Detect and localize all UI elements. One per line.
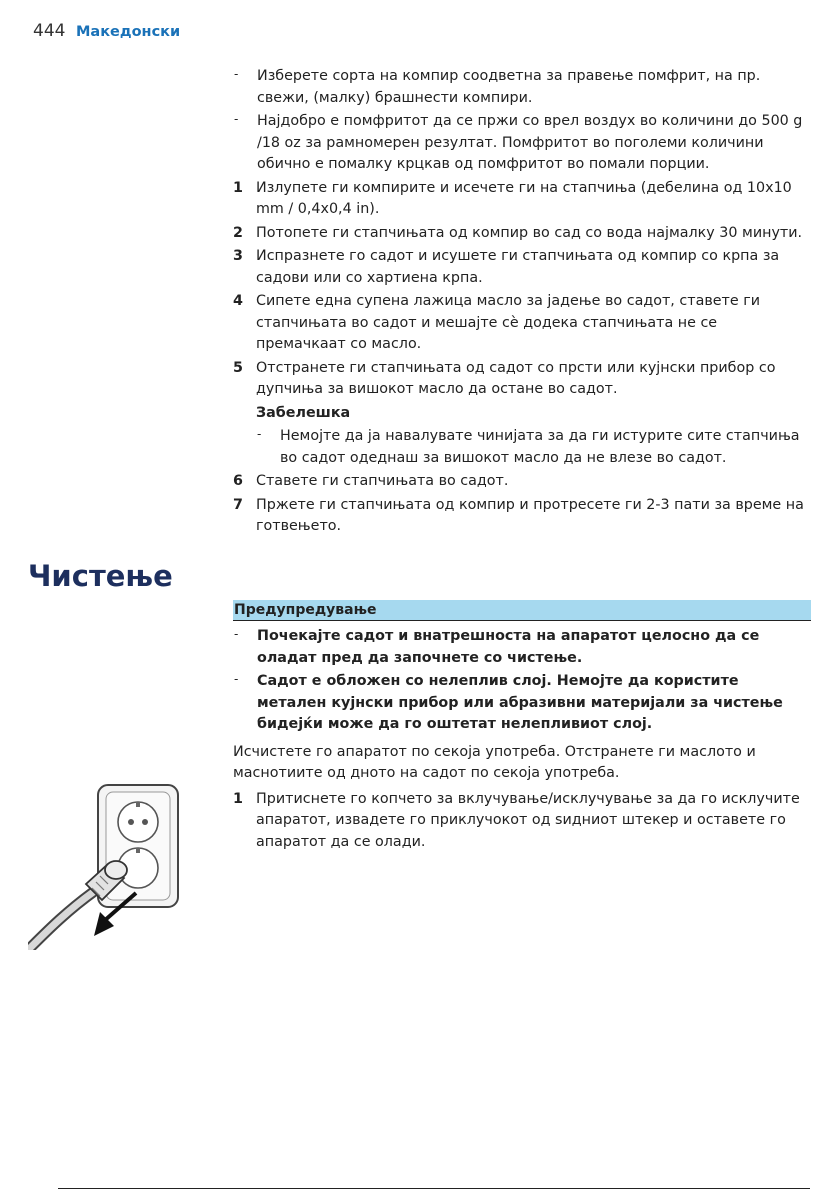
step-item [233,246,811,289]
step-number: 1 [233,790,243,807]
warning-text: Почекајте садот и внатрешноста на апаратот целосно да се оладат пред да започнете со чистење. [257,628,760,666]
step-item [233,358,811,401]
step-item [233,223,811,245]
step-number: 1 [233,179,243,196]
footer-rule [58,1188,810,1189]
cleaning-paragraph: Исчистете го апаратот по секоја употреба. Отстранете ги маслото и маснотиите од дното на садот по секоја употреба. [233,743,756,781]
list-item [233,111,811,176]
cleaning-block [233,600,811,855]
bullet-text: Изберете сорта на компир соодветна за правење помфрит, на пр. свежи, (малку) брашнести компири. [257,68,761,106]
warning-text: Садот е обложен со нелеплив слој. Немојте да користите метален кујнски прибор или абразивни материјали за чистење бидејќи може да го оштетат нелепливиот слој. [257,673,783,732]
step-number: 2 [233,224,243,241]
step-text: Притиснете го копчето за вклучување/исклучување за да го исклучите апаратот, извадете го приклучокот од ѕидниот штекер и оставете го апаратот да се олади. [256,790,800,850]
unplug-illustration [28,780,188,950]
bullet-dash: - [234,627,239,641]
step-number: 5 [233,359,243,376]
bullet-dash: - [234,67,239,81]
note-text: Немојте да ја навалувате чинијата за да ги истурите сите стапчиња во садот одеднаш за вишокот масло да не влезе во садот. [280,428,800,466]
note-list [256,426,811,469]
warning-header: Предупредување [233,600,811,621]
note-item [256,426,811,469]
language-label: Македонски [76,24,181,40]
step-item [233,471,811,493]
step-number: 6 [233,473,243,489]
step-text: Пржете ги стапчињата од компир и протресете ги 2-3 пати за време на готвењето. [256,496,804,534]
step-number: 4 [233,293,243,309]
bullet-dash: - [257,427,262,441]
instructions-block [233,66,811,540]
step-number: 3 [233,248,243,264]
step-text: Излупете ги компирите и исечете ги на стапчиња (дебелина од 10x10 mm / 0,4x0,4 in). [256,179,792,217]
warning-item [233,671,811,736]
step-text: Отстранете ги стапчињата од садот со прсти или кујнски прибор со дупчиња за вишокот масло да остане во садот. [256,359,776,397]
step-item [233,178,811,221]
bullet-text: Најдобро е помфритот да се пржи со врел воздух во количини до 500 g /18 oz за рамномерен резултат. Помфритот во поголеми количини обично е помалку крцкав од помфритот во помали порции. [257,113,803,172]
bullet-dash: - [234,672,239,686]
step-item [233,291,811,356]
step-text: Потопете ги стапчињата од компир во сад со вода најмалку 30 минути. [256,224,803,241]
section-title: Чистење [28,559,173,593]
step-text: Ставете ги стапчињата во садот. [256,473,509,489]
note-title: Забелешка [256,404,351,421]
bullet-dash: - [234,112,239,126]
step-item [233,495,811,538]
step-text: Сипете една супена лажица масло за јадење во садот, ставете ги стапчињата во садот и мешајте сѐ додека стапчињата не се премачкаат со масло. [256,293,761,352]
page-number: 444 [33,21,66,41]
step-item [233,789,811,854]
warning-item [233,626,811,669]
list-item [233,66,811,109]
step-number: 7 [233,496,243,513]
step-text: Испразнете го садот и исушете ги стапчињата од компир со крпа за садови или со хартиена крпа. [256,248,780,286]
